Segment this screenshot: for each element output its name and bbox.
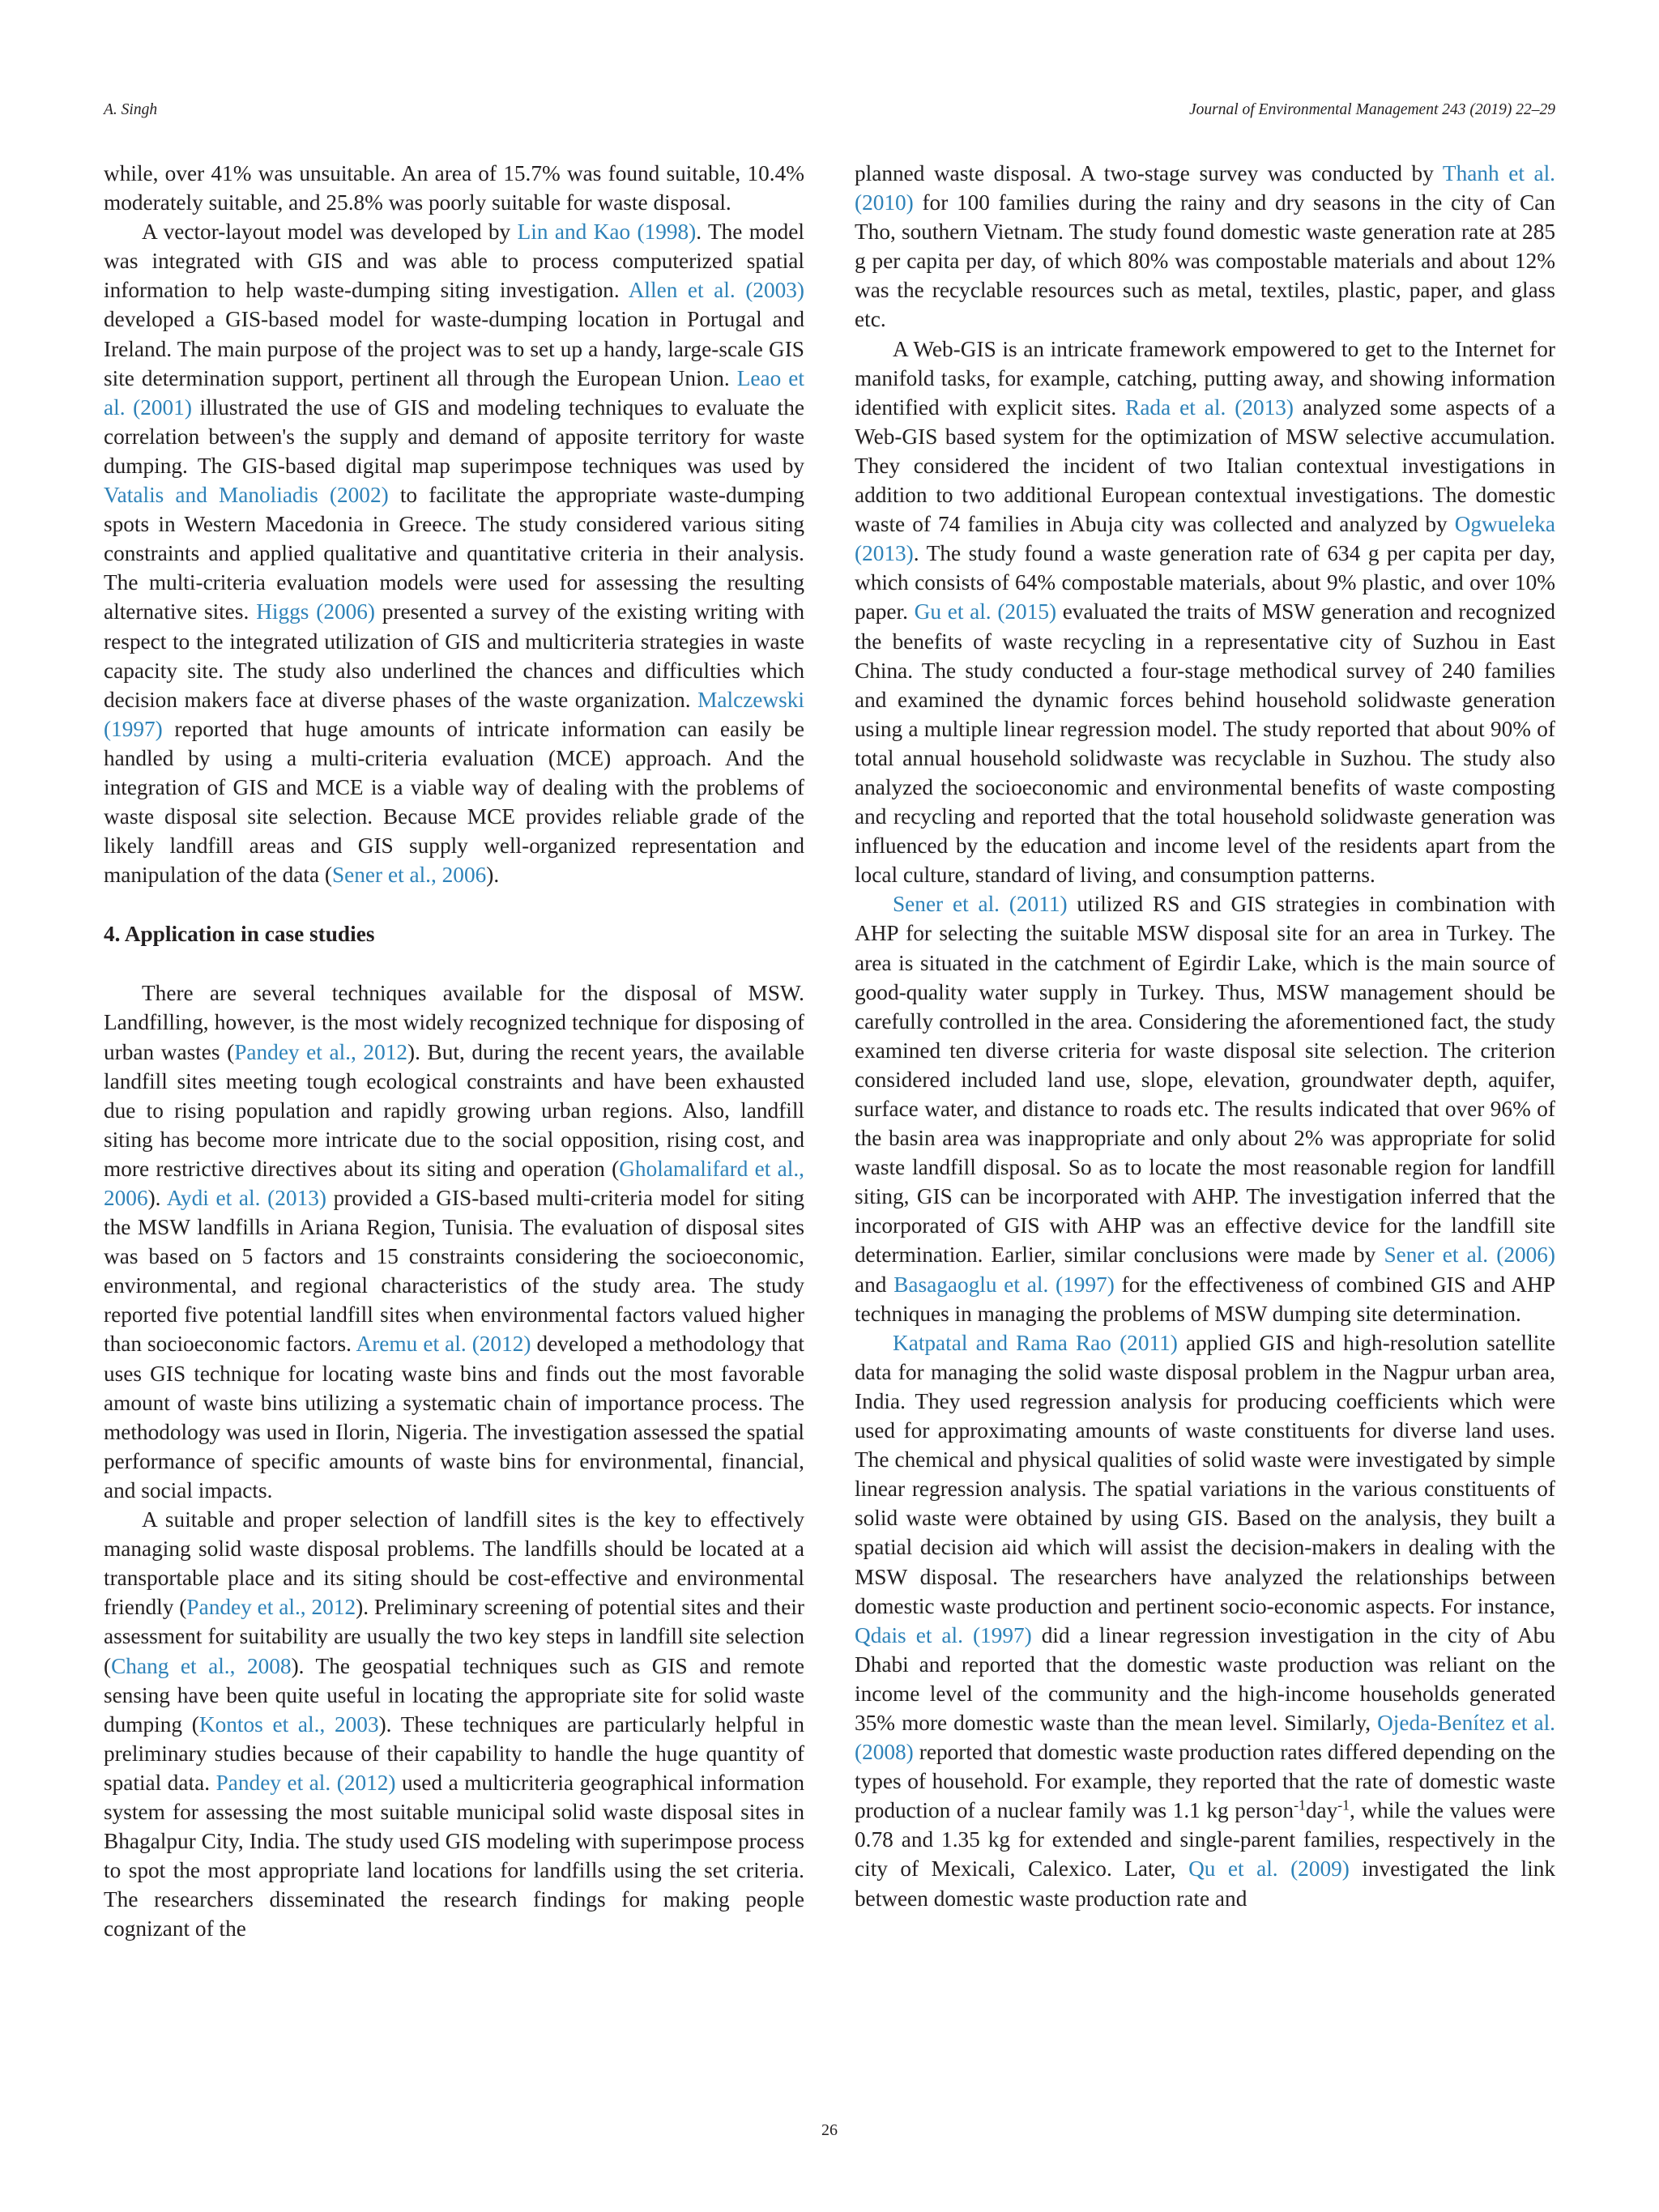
citation-link[interactable]: Qdais et al. (1997) <box>855 1622 1032 1647</box>
citation-link[interactable]: Vatalis and Manoliadis (2002) <box>104 483 389 508</box>
citation-link[interactable]: Gu et al. (2015) <box>914 599 1057 624</box>
text-run: while, over 41% was unsuitable. An area of 15.7% was found suitable, 10.4% moderately suitable, and 25.8% was poorly suitable for waste disposal. <box>104 161 804 215</box>
text-run: presented a survey of the existing writing with respect to the integrated utilization of GIS and multicriteria strategies in waste capacity site. The study also underlined the chances and difficulties which decision makers face at diverse phases of the waste organization. <box>104 599 804 712</box>
running-head-author: A. Singh <box>104 101 158 118</box>
text-run: developed a methodology that uses GIS technique for locating waste bins and finds out the most favorable amount of waste bins utilizing a systematic chain of importance process. The methodology was used in Ilorin, Nigeria. The investigation assessed the spatial performance of specific amounts of waste bins for environmental, financial, and social impacts. <box>104 1332 804 1502</box>
citation-link[interactable]: Sener et al. (2011) <box>893 892 1068 917</box>
citation-link[interactable]: Pandey et al., 2012 <box>186 1595 356 1620</box>
text-run: evaluated the traits of MSW generation and recognized the benefits of waste recycling in a representative city of Suzhou in East China. The study conducted a four-stage methodical survey of 240 families and examined the dynamic forces behind household solidwaste generation using a multiple linear regression model. The study reported that about 90% of total annual household solidwaste was recyclable in Suzhou. The study also analyzed the socioeconomic and environmental benefits of waste composting and recycling and reported that the total household solidwaste generation was influenced by the education and income level of the residents apart from the local culture, standard of living, and consumption patterns. <box>855 599 1555 888</box>
text-run: A suitable and proper selection of landfill sites is the key to effectively managing solid waste disposal problems. The landfills should be located at a transportable place and its siting should be cost-effective and environmental friendly ( <box>104 1507 804 1620</box>
text-run: ). Preliminary screening of potential sites and their assessment for suitability are usually the two key steps in landfill site selection ( <box>104 1595 804 1678</box>
paragraph <box>104 978 804 1505</box>
text-run: for 100 families during the rainy and dry seasons in the city of Can Tho, southern Vietnam. The study found domestic waste generation rate at 285 g per capita per day, of which 80% was compostable materials and about 12% was the recyclable resources such as metal, textiles, plastic, paper, and glass etc. <box>855 190 1555 332</box>
text-run: A vector-layout model was developed by <box>142 219 518 245</box>
paragraph <box>104 159 804 217</box>
text-run: A Web-GIS is an intricate framework empowered to get to the Internet for manifold tasks, for example, catching, putting away, and showing information identified with explicit sites. <box>855 336 1555 420</box>
citation-link[interactable]: Ojeda-Benítez et al. (2008) <box>855 1710 1555 1765</box>
text-run: day <box>1305 1798 1338 1823</box>
citation-link[interactable]: Basagaoglu et al. (1997) <box>893 1272 1115 1297</box>
citation-link[interactable]: Chang et al., 2008 <box>111 1653 292 1678</box>
text-run: developed a GIS-based model for waste-dumping location in Portugal and Ireland. The main purpose of the project was to set up a handy, large-scale GIS site determination support, pertinent all through the European Union. <box>104 307 804 390</box>
paragraph <box>104 1505 804 1943</box>
citation-link[interactable]: Sener et al. (2006) <box>1384 1242 1556 1268</box>
text-run: used a multicriteria geographical information system for assessing the most suitable municipal solid waste disposal sites in Bhagalpur City, India. The study used GIS modeling with superimpose process to spot the most appropriate land locations for landfills using the set criteria. The researchers disseminated the research findings for making people cognizant of the <box>104 1770 805 1941</box>
text-run: analyzed some aspects of a Web-GIS based system for the optimization of MSW selective accumulation. They considered the incident of two Italian contextual investigations in addition to two additional European contextual investigations. The domestic waste of 74 families in Abuja city was collected and analyzed by <box>855 394 1555 537</box>
text-run: reported that domestic waste production rates differed depending on the types of household. For example, they reported that the rate of domestic waste production of a nuclear family was 1.1 kg person <box>855 1740 1555 1823</box>
citation-link[interactable]: Malczewski (1997) <box>104 687 804 741</box>
section-heading: 4. Application in case studies <box>104 922 375 947</box>
superscript: -1 <box>1294 1796 1306 1813</box>
text-run: to facilitate the appropriate waste-dumping spots in Western Macedonia in Greece. The study considered various siting constraints and applied qualitative and quantitative criteria in their analysis. The multi-criteria evaluation models were used for assessing the resulting alternative sites. <box>104 483 804 624</box>
citation-link[interactable]: Rada et al. (2013) <box>1125 394 1294 420</box>
text-run: reported that huge amounts of intricate information can easily be handled by using a multi-criteria evaluation (MCE) approach. And the integration of GIS and MCE is a viable way of dealing with the problems of waste disposal site selection. Because MCE provides reliable grade of the likely landfill areas and GIS supply well-organized representation and manipulation of the data ( <box>104 716 804 888</box>
left-column <box>104 159 804 1943</box>
citation-link[interactable]: Higgs (2006) <box>256 599 376 624</box>
text-run: There are several techniques available for the disposal of MSW. Landfilling, however, is the most widely recognized technique for disposing of urban wastes ( <box>104 981 804 1064</box>
citation-link[interactable]: Lin and Kao (1998) <box>517 219 697 245</box>
citation-link[interactable]: Pandey et al., 2012 <box>234 1039 408 1064</box>
text-run: illustrated the use of GIS and modeling techniques to evaluate the correlation between's the supply and demand of apposite territory for waste dumping. The GIS-based digital map superimpose techniques was used by <box>104 394 805 478</box>
citation-link[interactable]: Aremu et al. (2012) <box>356 1332 531 1357</box>
text-run: planned waste disposal. A two-stage survey was conducted by <box>855 161 1443 185</box>
paragraph <box>855 889 1555 1328</box>
text-run: . The model was integrated with GIS and was able to process computerized spatial information to help waste-dumping siting investigation. <box>104 219 804 303</box>
text-run: . The study found a waste generation rate of 634 g per capita per day, which consists of 64% compostable materials, about 9% plastic, and over 10% paper. <box>855 541 1555 624</box>
citation-link[interactable]: Qu et al. (2009) <box>1188 1856 1350 1882</box>
citation-link[interactable]: Allen et al. (2003) <box>628 278 804 303</box>
superscript: -1 <box>1337 1796 1350 1813</box>
paragraph <box>855 159 1555 335</box>
citation-link[interactable]: Katpatal and Rama Rao (2011) <box>893 1330 1178 1355</box>
text-run: investigated the link between domestic waste production rate and <box>855 1856 1556 1911</box>
text-run: and <box>855 1272 894 1297</box>
right-column <box>855 159 1555 1913</box>
citation-link[interactable]: Gholamalifard et al., 2006 <box>104 1156 804 1210</box>
citation-link[interactable]: Aydi et al. (2013) <box>166 1186 326 1210</box>
citation-link[interactable]: Sener et al., 2006 <box>331 863 487 888</box>
page-number: 26 <box>821 2121 838 2139</box>
citation-link[interactable]: Pandey et al. (2012) <box>215 1770 396 1795</box>
citation-link[interactable]: Leao et al. (2001) <box>104 365 804 420</box>
text-run: , while the values were 0.78 and 1.35 kg for extended and single-parent families, respectively in the city of Mexicali, Calexico. Later, <box>855 1798 1555 1882</box>
paragraph <box>104 217 804 889</box>
text-run: ). But, during the recent years, the available landfill sites meeting tough ecological constraints and have been exhausted due to rising population and rapidly growing urban regions. Also, landfill siting has become more intricate due to the social opposition, rising cost, and more restrictive directives about its siting and operation ( <box>104 1039 804 1181</box>
text-run: ). These techniques are particularly helpful in preliminary studies because of their capability to handle the huge quantity of spatial data. <box>104 1711 804 1795</box>
text-run: applied GIS and high-resolution satellite data for managing the solid waste disposal problem in the Nagpur urban area, India. They used regression analysis for producing coefficients which were used for approximating amounts of waste constituents for diverse land uses. The chemical and physical qualities of solid waste were investigated by simple linear regression analysis. The spatial variations in the various constituents of solid waste were obtained by using GIS. Based on the analysis, they built a spatial decision aid which will assist the decision-makers in dealing with the MSW disposal. The researchers have analyzed the relationships between domestic waste production and pertinent socio-economic aspects. For instance, <box>855 1330 1556 1618</box>
paragraph <box>855 1328 1555 1913</box>
text-run: did a linear regression investigation in the city of Abu Dhabi and reported that the domestic waste production was reliant on the income level of the community and the high-income households generated 35% more domestic waste than the mean level. Similarly, <box>855 1622 1555 1735</box>
text-run: for the effectiveness of combined GIS and AHP techniques in managing the problems of MSW dumping site determination. <box>855 1272 1555 1326</box>
running-head-journal: Journal of Environmental Management 243 (2019) 22–29 <box>1188 101 1555 118</box>
text-run: utilized RS and GIS strategies in combination with AHP for selecting the suitable MSW disposal site for an area in Turkey. The area is situated in the catchment of Egirdir Lake, which is the main source of good-quality water supply in Turkey. Thus, MSW management should be carefully controlled in the area. Considering the aforementioned fact, the study examined ten diverse criteria for waste disposal site selection. The criterion considered included land use, slope, elevation, groundwater depth, aquifer, surface water, and distance to roads etc. The results indicated that over 96% of the basin area was inappropriate and only about 2% was appropriate for solid waste landfill disposal. So as to locate the most reasonable region for landfill siting, GIS can be incorporated with AHP. The investigation inferred that the incorporated of GIS with AHP was an effective device for the landfill site determination. Earlier, similar conclusions were made by <box>855 892 1556 1268</box>
text-run: ). <box>147 1186 167 1210</box>
paragraph <box>855 335 1555 890</box>
citation-link[interactable]: Kontos et al., 2003 <box>198 1711 379 1737</box>
text-run: ). <box>486 863 500 888</box>
text-run: ). The geospatial techniques such as GIS and remote sensing have been quite useful in locating the appropriate site for solid waste dumping ( <box>104 1653 804 1737</box>
citation-link[interactable]: Thanh et al. (2010) <box>855 161 1555 215</box>
citation-link[interactable]: Ogwueleka (2013) <box>855 512 1555 566</box>
text-run: provided a GIS-based multi-criteria model for siting the MSW landfills in Ariana Region, Tunisia. The evaluation of disposal sites was based on 5 factors and 15 constraints considering the socioeconomic, environmental, and regional characteristics of the study area. The study reported five potential landfill sites when environmental factors valued higher than socioeconomic factors. <box>104 1186 805 1357</box>
